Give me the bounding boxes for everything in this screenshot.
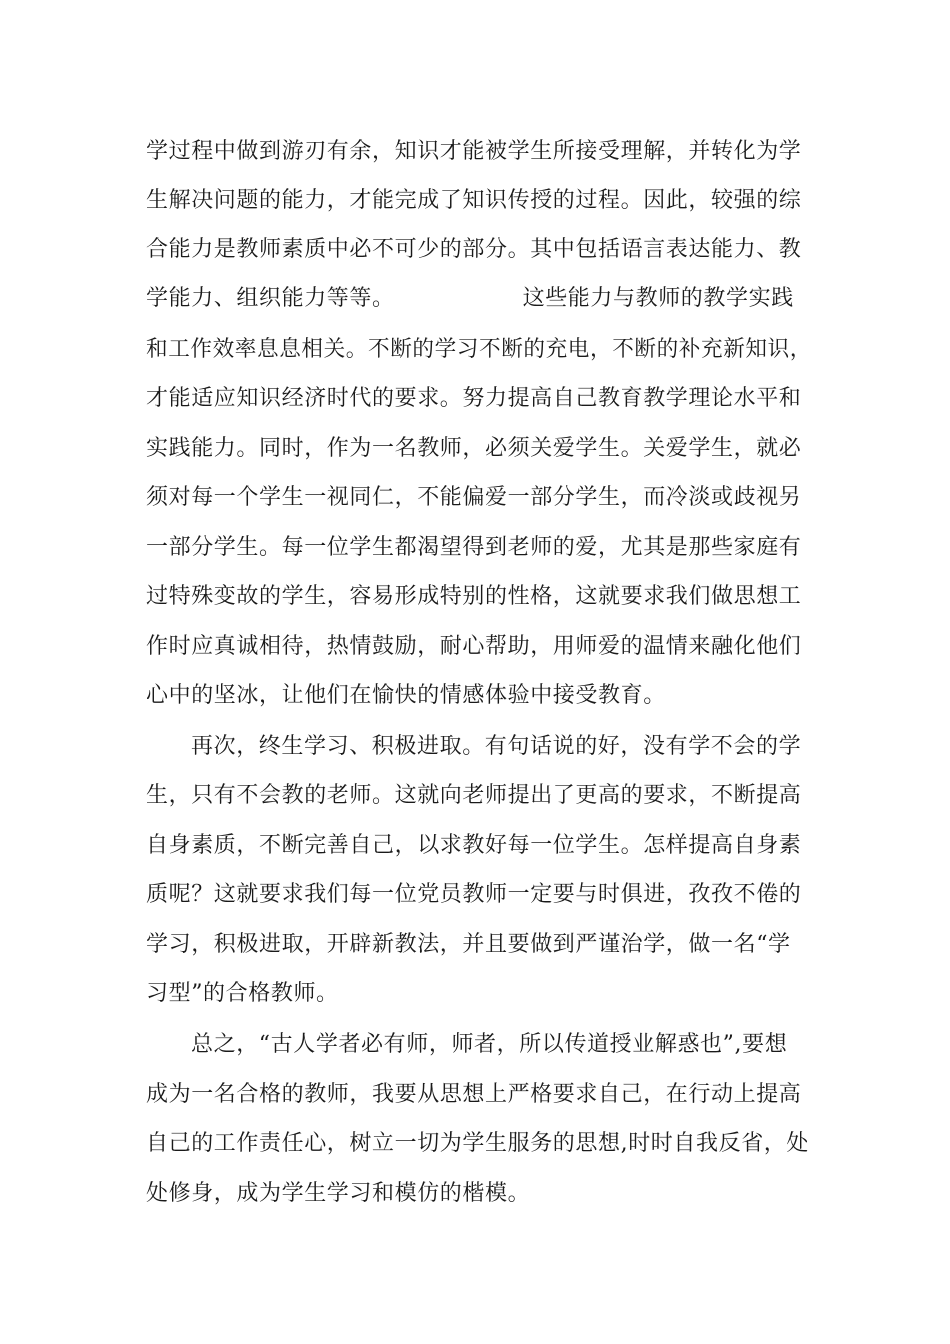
paragraph-line: 合能力是教师素质中必不可少的部分。其中包括语言表达能力、教 (146, 237, 802, 262)
paragraph-line: 生，只有不会教的老师。这就向老师提出了更高的要求，不断提高 (146, 783, 802, 808)
paragraph-line: 成为一名合格的教师，我要从思想上严格要求自己，在行动上提高 (146, 1082, 802, 1107)
paragraph-line: 质呢？这就要求我们每一位党员教师一定要与时俱进，孜孜不倦的 (146, 882, 802, 907)
paragraph-line: 习型”的合格教师。 (146, 981, 339, 1006)
paragraph-line: 实践能力。同时，作为一名教师，必须关爱学生。关爱学生，就必 (146, 436, 802, 461)
paragraph-line: 自己的工作责任心，树立一切为学生服务的思想,时时自我反省，处 (146, 1131, 809, 1156)
paragraph-line: 生解决问题的能力，才能完成了知识传授的过程。因此，较强的综 (146, 188, 802, 213)
paragraph-line: 须对每一个学生一视同仁，不能偏爱一部分学生，而冷淡或歧视另 (146, 485, 802, 510)
paragraph-line: 作时应真诚相待，热情鼓励，耐心帮助，用师爱的温情来融化他们 (146, 634, 802, 659)
paragraph-line-first: 再次，终生学习、积极进取。有句话说的好，没有学不会的学 (191, 734, 802, 759)
paragraph-line: 心中的坚冰，让他们在愉快的情感体验中接受教育。 (146, 683, 666, 708)
paragraph-line-split (146, 284, 794, 314)
paragraph-line: 处修身，成为学生学习和模仿的楷模。 (146, 1181, 531, 1206)
paragraph-line-part: 这些能力与教师的教学实践 (522, 286, 794, 311)
paragraph-line-first: 总之，“古人学者必有师，师者，所以传道授业解惑也”,要想 (191, 1032, 788, 1057)
paragraph-line: 学习，积极进取，开辟新教法，并且要做到严谨治学，做一名“学 (146, 932, 791, 957)
paragraph-line: 过特殊变故的学生，容易形成特别的性格，这就要求我们做思想工 (146, 584, 802, 609)
paragraph-line: 才能适应知识经济时代的要求。努力提高自己教育教学理论水平和 (146, 386, 802, 411)
paragraph-line: 一部分学生。每一位学生都渴望得到老师的爱，尤其是那些家庭有 (146, 535, 802, 560)
paragraph-line: 学过程中做到游刃有余，知识才能被学生所接受理解，并转化为学 (146, 139, 802, 164)
paragraph-line-part: 学能力、组织能力等等。 (146, 286, 395, 311)
paragraph-line: 和工作效率息息相关。不断的学习不断的充电，不断的补充新知识， (146, 337, 813, 362)
paragraph-line: 自身素质，不断完善自己，以求教好每一位学生。怎样提高自身素 (146, 833, 802, 858)
